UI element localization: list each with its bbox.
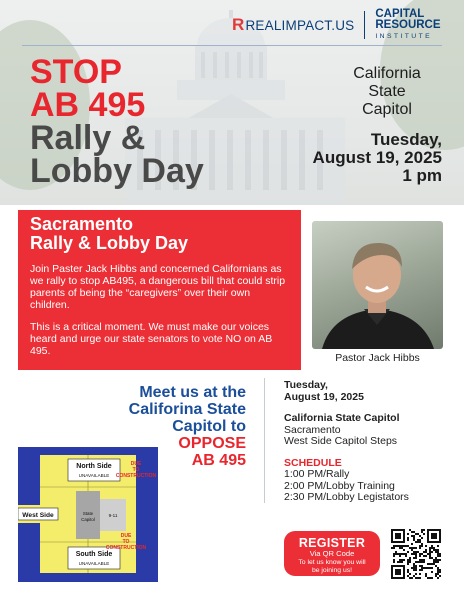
qr-module [421,545,423,547]
qr-module [413,553,415,555]
qr-module [421,543,423,545]
qr-module [415,557,417,559]
info-paragraph-2: This is a critical moment. We must make our voices heard and urge our state senators to vote NO on AB 495. [30,321,273,357]
qr-module [407,559,409,561]
qr-module [415,547,417,549]
qr-module [437,561,439,563]
qr-module [433,559,435,561]
qr-module [437,567,439,569]
qr-module [407,561,409,563]
qr-module [407,563,409,565]
qr-module [439,559,441,561]
schedule-item: 2:30 PM/Lobby Legistators [284,491,409,503]
sponsor-logos [232,7,454,40]
map-capitol-label-2: Capitol [81,517,95,522]
qr-module [405,555,407,557]
qr-module [435,551,437,553]
meet-line3: Capitol to [172,418,246,435]
qr-module [425,551,427,553]
qr-module [409,557,411,559]
map-south-label: South Side [75,551,113,558]
qr-module [407,575,409,577]
realimpact-logo-r: R [232,15,245,34]
qr-module [395,551,397,553]
qr-module [419,541,421,543]
qr-module [421,537,423,539]
oppose-line1: OPPOSE [178,435,246,452]
qr-module [415,553,417,555]
map-west-label: West Side [22,512,54,519]
qr-module [411,535,413,537]
qr-module [417,551,419,553]
qr-module [425,545,427,547]
event-location [332,65,442,119]
qr-module [421,559,423,561]
qr-module [419,559,421,561]
qr-module [431,547,433,549]
qr-module [393,553,395,555]
qr-module [401,547,403,549]
qr-module [437,573,439,575]
register-via: Via QR Code [309,549,355,558]
qr-module [401,553,403,555]
register-note-line1: To let us know you will [298,558,366,566]
schedule-item: 1:00 PM/Rally [284,468,350,480]
qr-module [419,573,421,575]
qr-module [413,547,415,549]
qr-module [437,577,439,579]
qr-module [429,553,431,555]
map-memorial-label: 9-11 [108,513,118,518]
qr-module [423,533,425,535]
qr-module [399,553,401,555]
capital-resource-institute-logo [375,9,440,42]
qr-module [429,551,431,553]
qr-module [393,561,395,563]
qr-module [415,551,417,553]
qr-module [427,553,429,555]
qr-module [411,531,413,533]
info-heading [30,215,289,253]
section-divider [264,378,265,503]
qr-module [429,555,431,557]
qr-module [413,563,415,565]
qr-module [413,575,415,577]
qr-module [435,559,437,561]
qr-module [393,547,395,549]
title-stop: STOP [30,53,122,91]
qr-module [411,577,413,579]
logo-divider [364,11,365,39]
qr-module [413,551,415,553]
qr-module [439,569,441,571]
map-se-to: TO [122,539,130,545]
date-time: 1 pm [402,166,442,185]
qr-module [439,553,441,555]
register-button[interactable] [284,531,380,576]
qr-module [397,561,399,563]
qr-module [411,547,413,549]
speaker-photo [312,221,443,349]
qr-module [409,559,411,561]
qr-module [427,567,429,569]
qr-module [395,553,397,555]
qr-module [403,553,405,555]
qr-module [433,563,435,565]
qr-module [415,567,417,569]
oppose-line2: AB 495 [191,452,246,469]
event-info-box [18,210,301,370]
map-se-construction: CONSTRUCTION [105,545,147,551]
map-south-unavailable: UNAVAILABLE [78,561,110,566]
qr-module [393,559,395,561]
qr-module [413,569,415,571]
qr-module [431,567,433,569]
qr-module [433,547,435,549]
title-bill: AB 495 [30,86,146,124]
qr-module [417,561,419,563]
qr-module [411,553,413,555]
qr-module [393,555,395,557]
realimpact-logo-text: REALIMPACT.US [245,17,355,33]
meet-line2: Califorina State [128,401,246,418]
title-lobby-day: Lobby Day [30,152,204,190]
qr-module [415,561,417,563]
qr-module [425,555,427,557]
event-date [313,131,442,185]
qr-module [413,537,415,539]
qr-module [423,561,425,563]
cri-logo-line3: INSTITUTE [375,32,433,40]
qr-module [421,569,423,571]
qr-module [429,577,431,579]
qr-module [437,571,439,573]
registration-qr-code[interactable] [389,527,443,581]
qr-module [435,573,437,575]
details-date: August 19, 2025 [284,390,364,403]
qr-module [431,577,433,579]
header-rule [22,45,442,46]
qr-module [431,551,433,553]
qr-module [419,555,421,557]
map-ne-due: DUE [130,461,142,467]
qr-module [427,577,429,579]
qr-module [399,555,401,557]
qr-module [425,567,427,569]
qr-module [433,549,435,551]
qr-module [409,547,411,549]
qr-module [419,569,421,571]
qr-module [399,561,401,563]
qr-module [423,551,425,553]
info-heading-line2: Rally & Lobby Day [30,233,189,253]
qr-module [419,545,421,547]
realimpact-logo [232,15,354,35]
qr-module [397,545,399,547]
date-day: Tuesday, [370,130,442,149]
title-rally: Rally & [30,119,146,157]
qr-module [403,545,405,547]
qr-module [431,571,433,573]
qr-module [431,557,433,559]
qr-module [407,571,409,573]
details-gap-2 [284,448,459,458]
qr-module [433,561,435,563]
qr-module [417,539,419,541]
qr-module [413,535,415,537]
qr-module [421,561,423,563]
qr-module [419,535,421,537]
schedule-heading: SCHEDULE [284,456,342,469]
qr-module [435,561,437,563]
qr-module [403,549,405,551]
qr-module [435,565,437,567]
details-steps: West Side Capitol Steps [284,435,398,447]
qr-module [419,539,421,541]
register-label: REGISTER [298,536,366,550]
details-city: Sacramento [284,423,341,436]
qr-module [415,555,417,557]
qr-module [415,565,417,567]
qr-module [401,559,403,561]
qr-module [399,559,401,561]
qr-module [417,541,419,543]
details-venue: California State Capitol [284,412,400,424]
qr-module [399,545,401,547]
qr-module [435,557,437,559]
location-line3: Capitol [362,101,412,118]
qr-module [415,573,417,575]
qr-module [405,545,407,547]
qr-module [405,553,407,555]
qr-module [417,533,419,535]
qr-module [393,545,395,547]
qr-module [401,545,403,547]
qr-module [435,575,437,577]
qr-module [425,573,427,575]
qr-module [421,531,423,533]
qr-module [411,543,413,545]
qr-module [429,567,431,569]
qr-module [413,557,415,559]
qr-module [409,529,411,531]
qr-module [415,541,417,543]
qr-module [417,577,419,579]
qr-module [409,577,411,579]
qr-module [419,547,421,549]
map-ne-construction: CONSTRUCTION [115,473,157,479]
qr-module [425,549,427,551]
qr-module [407,551,409,553]
qr-module [435,549,437,551]
speaker-portrait [312,221,443,349]
qr-module [419,553,421,555]
qr-module [415,577,417,579]
qr-module [437,549,439,551]
qr-module [423,555,425,557]
qr-module [429,563,431,565]
capitol-map [18,447,158,582]
qr-module [413,539,415,541]
qr-module [437,545,439,547]
qr-module [411,549,413,551]
qr-module [407,569,409,571]
map-capitol-label-1: State [82,511,94,516]
qr-module [409,573,411,575]
qr-module [421,553,423,555]
qr-module [423,559,425,561]
qr-module [423,529,425,531]
qr-module [415,533,417,535]
qr-module [429,547,431,549]
qr-module [391,547,393,549]
hero-banner [0,0,464,205]
qr-module [423,567,425,569]
qr-module [439,575,441,577]
qr-module [429,549,431,551]
qr-module [437,569,439,571]
qr-module [419,561,421,563]
qr-module [421,565,423,567]
map-north-label: North Side [76,463,112,470]
qr-module [413,565,415,567]
qr-module [431,545,433,547]
qr-module [429,557,431,559]
qr-module [401,561,403,563]
qr-module [403,559,405,561]
qr-module [439,555,441,557]
event-details [284,380,459,504]
qr-module [395,545,397,547]
qr-module [413,567,415,569]
cri-logo-line1: CAPITAL [375,7,425,20]
qr-module [425,575,427,577]
qr-module [397,553,399,555]
location-line2: State [368,83,406,100]
qr-module [431,563,433,565]
qr-module [427,563,429,565]
map-north-unavailable: UNAVAILABLE [78,473,110,478]
info-heading-line1: Sacramento [30,214,134,234]
qr-module [409,561,411,563]
date-full: August 19, 2025 [312,148,442,167]
register-note-line2: be joining us! [311,566,353,574]
map-se-due: DUE [120,533,132,539]
qr-module [411,567,413,569]
qr-module [421,529,423,531]
qr-module [407,537,409,539]
map-ne-to: TO [132,467,140,473]
qr-module [437,559,439,561]
location-line1: California [353,65,421,82]
speaker-caption: Pastor Jack Hibbs [335,352,420,364]
qr-module [419,577,421,579]
details-day: Tuesday, [284,379,328,391]
qr-module [399,547,401,549]
qr-module [437,555,439,557]
qr-module [407,533,409,535]
meet-line1: Meet us at the [139,384,246,401]
event-title [30,53,204,190]
qr-module [421,567,423,569]
qr-module [419,565,421,567]
schedule-item: 2:00 PM/Lobby Training [284,479,395,492]
info-paragraph-1: Join Paster Jack Hibbs and concerned Californians as we rally to stop AB495, a dangerous bill that could strip parents of being the “caregivers” over their own children. [30,263,286,311]
qr-module [407,545,409,547]
cri-logo-line2: RESOURCE [375,18,441,31]
qr-module [437,551,439,553]
qr-module [415,569,417,571]
qr-module [439,571,441,573]
qr-module [407,539,409,541]
qr-module [413,531,415,533]
qr-module [437,553,439,555]
